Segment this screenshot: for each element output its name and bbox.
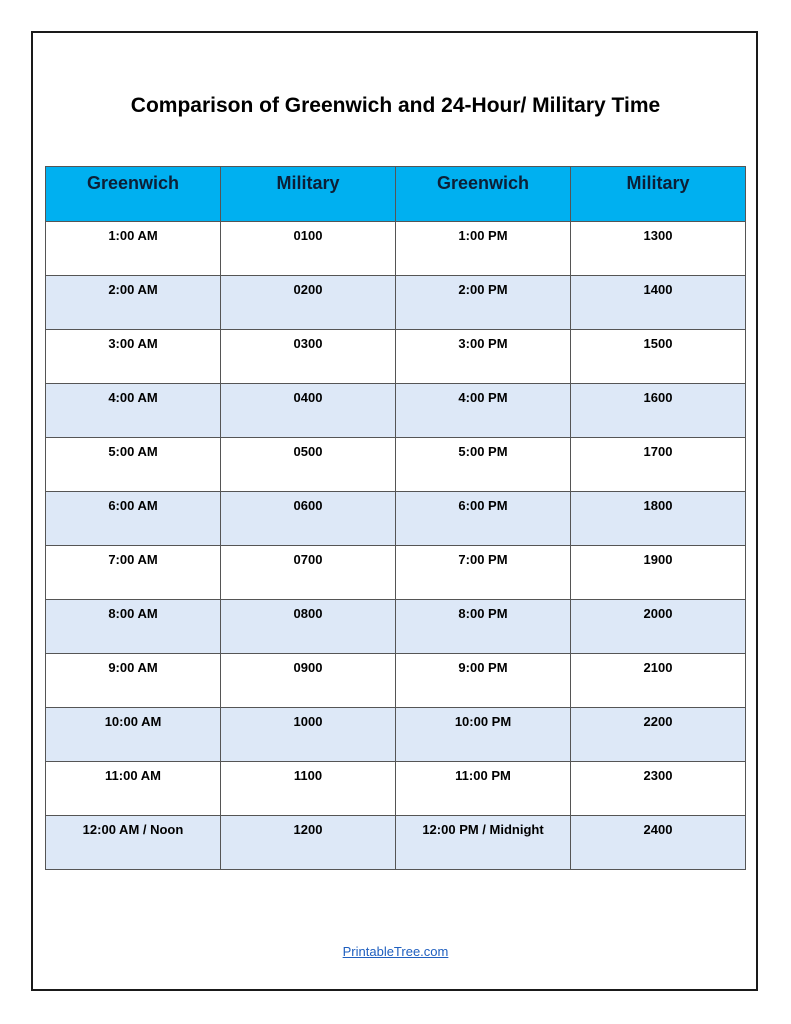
greenwich-pm-cell: 6:00 PM [396, 492, 571, 546]
greenwich-am-cell: 2:00 AM [46, 276, 221, 330]
military-am-cell: 0800 [221, 600, 396, 654]
header-military-am: Military [221, 167, 396, 222]
military-am-cell: 1000 [221, 708, 396, 762]
page-title: Comparison of Greenwich and 24-Hour/ Military Time [130, 94, 661, 117]
military-am-cell: 0100 [221, 222, 396, 276]
military-pm-cell: 1600 [571, 384, 746, 438]
military-pm-cell: 2300 [571, 762, 746, 816]
greenwich-am-cell: 12:00 AM / Noon [46, 816, 221, 870]
greenwich-am-cell: 5:00 AM [46, 438, 221, 492]
table-row [46, 600, 746, 654]
greenwich-am-cell: 3:00 AM [46, 330, 221, 384]
table-row [46, 546, 746, 600]
greenwich-pm-cell: 1:00 PM [396, 222, 571, 276]
military-am-cell: 0400 [221, 384, 396, 438]
table-row [46, 222, 746, 276]
military-pm-cell: 1300 [571, 222, 746, 276]
printabletree-link[interactable]: PrintableTree.com [342, 944, 449, 959]
military-pm-cell: 2000 [571, 600, 746, 654]
military-pm-cell: 2200 [571, 708, 746, 762]
military-am-cell: 0600 [221, 492, 396, 546]
header-greenwich-pm: Greenwich [396, 167, 571, 222]
table-row [46, 276, 746, 330]
greenwich-pm-cell: 5:00 PM [396, 438, 571, 492]
military-pm-cell: 2100 [571, 654, 746, 708]
table-row [46, 384, 746, 438]
greenwich-pm-cell: 11:00 PM [396, 762, 571, 816]
military-pm-cell: 1800 [571, 492, 746, 546]
table-row [46, 438, 746, 492]
table-row [46, 330, 746, 384]
greenwich-am-cell: 10:00 AM [46, 708, 221, 762]
military-am-cell: 0200 [221, 276, 396, 330]
table-row [46, 762, 746, 816]
table-row [46, 708, 746, 762]
military-pm-cell: 1500 [571, 330, 746, 384]
greenwich-am-cell: 7:00 AM [46, 546, 221, 600]
greenwich-am-cell: 8:00 AM [46, 600, 221, 654]
military-pm-cell: 2400 [571, 816, 746, 870]
military-am-cell: 1200 [221, 816, 396, 870]
time-comparison-table [45, 166, 746, 870]
greenwich-am-cell: 11:00 AM [46, 762, 221, 816]
greenwich-am-cell: 6:00 AM [46, 492, 221, 546]
military-am-cell: 0900 [221, 654, 396, 708]
military-pm-cell: 1900 [571, 546, 746, 600]
military-am-cell: 1100 [221, 762, 396, 816]
table-header-row [46, 167, 746, 222]
military-am-cell: 0700 [221, 546, 396, 600]
header-military-pm: Military [571, 167, 746, 222]
table-row [46, 654, 746, 708]
table-row [46, 492, 746, 546]
header-greenwich-am: Greenwich [46, 167, 221, 222]
greenwich-pm-cell: 2:00 PM [396, 276, 571, 330]
greenwich-pm-cell: 7:00 PM [396, 546, 571, 600]
greenwich-am-cell: 9:00 AM [46, 654, 221, 708]
greenwich-pm-cell: 10:00 PM [396, 708, 571, 762]
military-am-cell: 0300 [221, 330, 396, 384]
greenwich-pm-cell: 8:00 PM [396, 600, 571, 654]
greenwich-pm-cell: 12:00 PM / Midnight [396, 816, 571, 870]
greenwich-pm-cell: 9:00 PM [396, 654, 571, 708]
military-am-cell: 0500 [221, 438, 396, 492]
table-row [46, 816, 746, 870]
greenwich-am-cell: 4:00 AM [46, 384, 221, 438]
greenwich-am-cell: 1:00 AM [46, 222, 221, 276]
military-pm-cell: 1400 [571, 276, 746, 330]
military-pm-cell: 1700 [571, 438, 746, 492]
greenwich-pm-cell: 3:00 PM [396, 330, 571, 384]
greenwich-pm-cell: 4:00 PM [396, 384, 571, 438]
